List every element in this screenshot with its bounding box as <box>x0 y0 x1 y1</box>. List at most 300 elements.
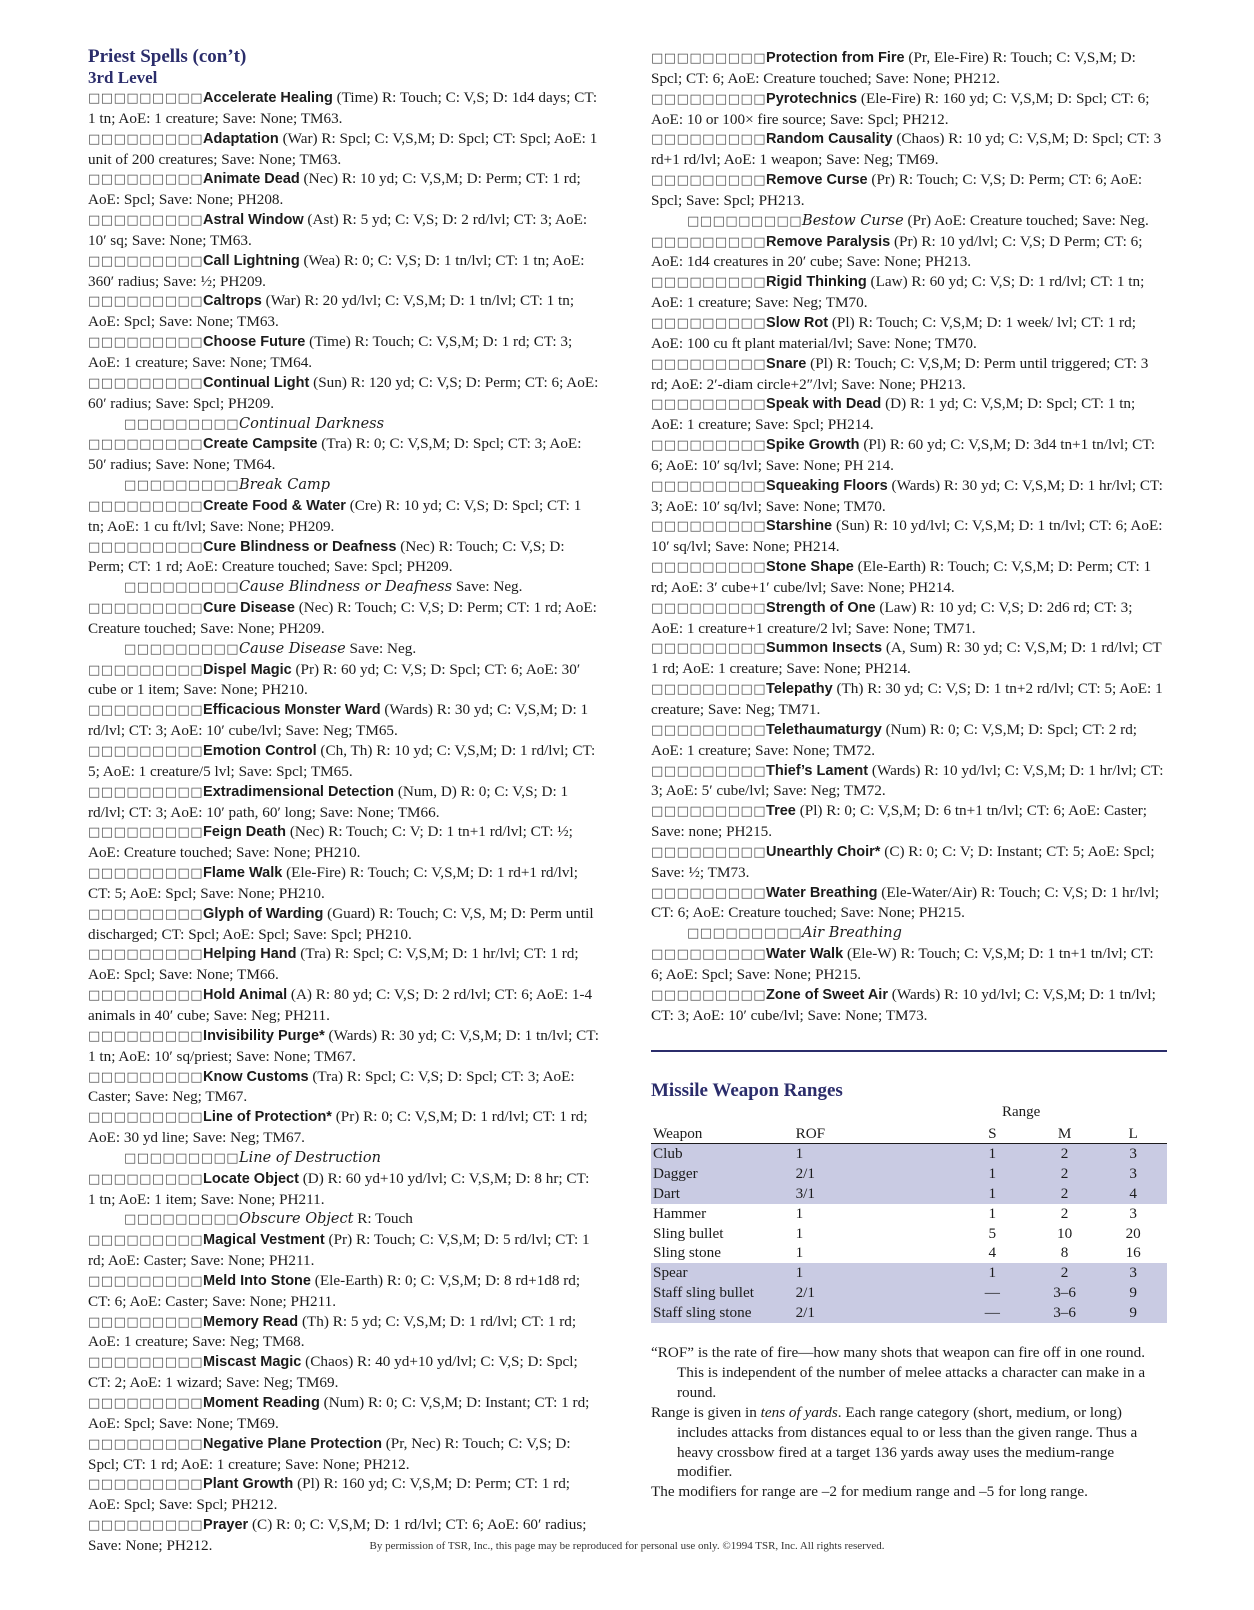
checkbox-row: □□□□□□□□□ <box>651 275 767 291</box>
range-notes <box>651 1343 1171 1502</box>
medium-range-cell: 3–6 <box>1030 1303 1099 1323</box>
spell-name: Tree <box>766 803 796 820</box>
spell-name: Line of Protection* <box>203 1109 332 1126</box>
spell-details: (Pl) R: 160 yd; C: V,S,M; D: Perm; CT: 1 rd; AoE: Spcl; Save: Spcl; PH212. <box>88 1475 571 1514</box>
checkbox-row: □□□□□□□□□ <box>88 1069 204 1085</box>
spell-name: Know Customs <box>203 1068 309 1085</box>
spell-entry <box>651 354 1166 395</box>
checkbox-row: □□□□□□□□□ <box>651 173 767 189</box>
spell-name: Moment Reading <box>203 1395 320 1411</box>
spell-details: (Law) R: 60 yd; C: V,S; D: 1 rd/lvl; CT: 1 tn; AoE: 1 creature; Save: Neg; TM70. <box>651 273 1145 312</box>
checkbox-row: □□□□□□□□□ <box>651 641 767 657</box>
spell-name: Rigid Thinking <box>766 274 867 291</box>
spell-entry <box>88 700 600 741</box>
reverse-spell-name: Line of Destruction <box>239 1149 381 1166</box>
note-modifiers: The modifiers for range are –2 for medium range and –5 for long range. <box>651 1483 1088 1501</box>
section-heading: 3rd Level <box>88 68 158 87</box>
spell-entry <box>651 48 1166 89</box>
spell-details: (Ast) R: 5 yd; C: V,S; D: 2 rd/lvl; CT: 3; AoE: 10′ sq; Save: None; TM63. <box>88 211 588 249</box>
spell-entry <box>88 1067 600 1108</box>
spell-details: (Pr, Ele-Fire) R: Touch; C: V,S,M; D: Spcl; CT: 6; AoE: Creature touched; Save: None; PH212. <box>651 49 1136 87</box>
spell-entry <box>651 232 1166 273</box>
table-row <box>651 1184 1167 1204</box>
spell-details: (Cre) R: 10 yd; C: V,S; D: Spcl; CT: 1 tn; AoE: 1 cu ft/lvl; Save: None; PH209. <box>88 496 582 535</box>
spell-details: (Time) R: Touch; C: V,S; D: 1d4 days; CT: 1 tn; AoE: 1 creature; Save: None; TM63. <box>88 89 598 127</box>
reverse-spell-entry <box>88 475 600 496</box>
spell-entry <box>88 1352 600 1393</box>
spell-name: Pyrotechnics <box>766 90 858 107</box>
spell-entry <box>651 761 1166 802</box>
rof-cell: 2/1 <box>796 1164 955 1184</box>
spell-entry <box>88 291 600 332</box>
spell-entry <box>651 801 1166 842</box>
spell-details: (Chaos) R: 10 yd; C: V,S,M; D: Spcl; CT: 3 rd+1 rd/lvl; AoE: 1 weapon; Save: Neg; TM69. <box>651 130 1162 169</box>
spell-entry <box>651 557 1166 598</box>
reverse-spell-entry <box>651 211 1166 232</box>
checkbox-row: □□□□□□□□□ <box>651 91 767 107</box>
checkbox-row: □□□□□□□□□ <box>88 906 204 922</box>
spell-entry <box>651 944 1166 985</box>
spell-name: Dispel Magic <box>203 661 292 678</box>
checkbox-row: □□□□□□□□□ <box>88 539 204 555</box>
medium-range-cell: 2 <box>1030 1184 1099 1204</box>
spell-details: (Ele-Water/Air) R: Touch; C: V,S; D: 1 hr/lvl; CT: 6; AoE: Creature touched; Save: None; PH215. <box>651 883 1160 922</box>
spell-details: (Wards) R: 30 yd; C: V,S,M; D: 1 tn/lvl; CT: 1 tn; AoE: 10′ sq/priest; Save: None; TM67. <box>88 1026 599 1065</box>
spell-name: Choose Future <box>203 334 306 351</box>
table-row <box>651 1243 1167 1263</box>
spell-name: Slow Rot <box>766 314 829 331</box>
short-range-cell: — <box>955 1303 1030 1323</box>
checkbox-row: □□□□□□□□□ <box>124 1150 240 1166</box>
medium-range-cell: 2 <box>1030 1263 1099 1283</box>
spell-name: Spike Growth <box>766 437 860 454</box>
rof-cell: 1 <box>796 1263 955 1283</box>
spell-details: (Pr) R: 60 yd; C: V,S; D: Spcl; CT: 6; AoE: 30′ cube or 1 item; Save: None; PH210. <box>88 660 581 699</box>
spell-details: (Law) R: 10 yd; C: V,S; D: 2d6 rd; CT: 3; AoE: 1 creature+1 creature/2 lvl; Save: None; TM71. <box>651 598 1133 637</box>
checkbox-row: □□□□□□□□□ <box>88 172 204 188</box>
checkbox-row: □□□□□□□□□ <box>88 1110 204 1126</box>
spell-details: (Guard) R: Touch; C: V,S, M; D: Perm until discharged; CT: Spcl; AoE: Spcl; Save: Spcl; PH210. <box>88 904 594 943</box>
spell-entry <box>88 660 600 701</box>
spell-entry <box>88 1169 600 1210</box>
weapon-cell: Sling bullet <box>653 1224 724 1242</box>
spell-details: (Wea) R: 0; C: V,S; D: 1 tn/lvl; CT: 1 tn; AoE: 360′ radius; Save: ½; PH209. <box>88 251 585 290</box>
checkbox-row: □□□□□□□□□ <box>88 253 204 269</box>
spell-entry <box>651 272 1166 313</box>
note-rof: “ROF” is the rate of fire—how many shots that weapon can fire off in one round. This is independent of the number of melee attacks a character can make in a round. <box>651 1344 1146 1401</box>
spell-entry <box>88 944 600 985</box>
table-row <box>651 1224 1167 1244</box>
spell-name: Extradimensional Detection <box>203 783 395 800</box>
checkbox-row: □□□□□□□□□ <box>88 866 204 882</box>
spell-details: (Num) R: 0; C: V,S,M; D: Spcl; CT: 2 rd; AoE: 1 creature; Save: None; TM72. <box>651 720 1138 759</box>
spell-name: Snare <box>766 355 807 372</box>
spell-details: (Ele-Fire) R: 160 yd; C: V,S,M; D: Spcl; CT: 6; AoE: 10 or 100× fire source; Save: Spcl; PH212. <box>651 89 1150 128</box>
short-range-cell: 1 <box>955 1184 1030 1204</box>
checkbox-row: □□□□□□□□□ <box>651 722 767 738</box>
spell-details: (Sun) R: 10 yd/lvl; C: V,S,M; D: 1 tn/lvl; CT: 6; AoE: 10′ sq/lvl; Save: None; PH214. <box>651 517 1163 556</box>
spell-details: (Ele-Earth) R: Touch; C: V,S,M; D: Perm; CT: 1 rd; AoE: 3′ cube+1′ cube/lvl; Save: None; PH214. <box>651 558 1152 596</box>
spell-details: (C) R: 0; C: V,S,M; D: 1 rd/lvl; CT: 6; AoE: 60′ radius; Save: None; PH212. <box>88 1516 587 1554</box>
spell-entry <box>88 1434 600 1475</box>
missile-weapon-table <box>651 1124 1167 1323</box>
range-column-group-label: Range <box>1002 1104 1041 1120</box>
checkbox-row: □□□□□□□□□ <box>88 437 204 453</box>
spell-name: Unearthly Choir* <box>766 843 881 860</box>
spell-list-right <box>651 48 1166 1026</box>
spell-details: (D) R: 60 yd+10 yd/lvl; C: V,S,M; D: 8 hr; CT: 1 tn; AoE: 1 item; Save: None; PH211. <box>88 1169 590 1208</box>
checkbox-row: □□□□□□□□□ <box>88 1314 204 1330</box>
reverse-spell-entry <box>651 923 1166 944</box>
spell-name: Astral Window <box>203 212 304 229</box>
reverse-spell-entry <box>88 414 600 435</box>
spell-details: (Pl) R: Touch; C: V,S,M; D: Perm until triggered; CT: 3 rd; AoE: 2′-diam circle+2″/lvl; Save: None; PH213. <box>651 354 1149 393</box>
checkbox-row: □□□□□□□□□ <box>88 1477 204 1493</box>
spell-entry <box>88 1393 600 1434</box>
checkbox-row: □□□□□□□□□ <box>651 560 767 576</box>
checkbox-row: □□□□□□□□□ <box>88 1028 204 1044</box>
spell-entry <box>651 170 1166 211</box>
reverse-spell-name: Break Camp <box>239 477 331 494</box>
spell-entry <box>88 537 600 578</box>
reverse-spell-entry <box>88 639 600 660</box>
spell-entry <box>88 1026 600 1067</box>
spell-entry <box>88 373 600 414</box>
reverse-spell-name: Bestow Curse <box>802 212 904 229</box>
rof-cell: 1 <box>795 1244 804 1262</box>
checkbox-row: □□□□□□□□□ <box>88 1233 204 1249</box>
reverse-spell-name: Cause Disease <box>239 640 346 657</box>
checkbox-row: □□□□□□□□□ <box>687 926 803 942</box>
page-title: Priest Spells (con’t) <box>88 46 247 67</box>
short-range-cell: 1 <box>988 1204 997 1222</box>
spell-name: Telethaumaturgy <box>766 721 882 738</box>
spell-details: (Chaos) R: 40 yd+10 yd/lvl; C: V,S; D: Spcl; CT: 2; AoE: 1 wizard; Save: Neg; TM69. <box>88 1353 578 1392</box>
spell-entry <box>88 598 600 639</box>
spell-name: Cure Disease <box>203 600 295 617</box>
medium-range-cell: 8 <box>1060 1244 1069 1262</box>
table-row <box>651 1144 1167 1164</box>
checkbox-row: □□□□□□□□□ <box>651 844 767 860</box>
spell-entry <box>88 332 600 373</box>
spell-name: Summon Insects <box>766 640 883 657</box>
checkbox-row: □□□□□□□□□ <box>88 294 204 310</box>
checkbox-row: □□□□□□□□□ <box>88 131 204 147</box>
spell-entry <box>651 435 1166 476</box>
long-range-cell: 9 <box>1099 1283 1167 1303</box>
table-row <box>651 1303 1167 1323</box>
spell-name: Efficacious Monster Ward <box>203 702 381 719</box>
rof-cell: 1 <box>795 1204 804 1222</box>
checkbox-row: □□□□□□□□□ <box>88 825 204 841</box>
checkbox-row: □□□□□□□□□ <box>651 987 767 1003</box>
checkbox-row: □□□□□□□□□ <box>88 601 204 617</box>
spell-entry <box>651 476 1166 517</box>
spell-entry <box>88 129 600 170</box>
header-rof: ROF <box>796 1124 955 1144</box>
checkbox-row: □□□□□□□□□ <box>651 804 767 820</box>
spell-name: Accelerate Healing <box>203 90 333 106</box>
spell-details: (Pr) R: Touch; C: V,S; D: Perm; CT: 6; AoE: Spcl; Save: Spcl; PH213. <box>651 171 1143 209</box>
checkbox-row: □□□□□□□□□ <box>88 375 204 391</box>
weapon-cell: Dagger <box>651 1164 796 1184</box>
spell-entry <box>88 822 600 863</box>
spell-name: Helping Hand <box>203 946 297 963</box>
checkbox-row: □□□□□□□□□ <box>651 356 767 372</box>
checkbox-row: □□□□□□□□□ <box>88 1171 204 1187</box>
spell-name: Animate Dead <box>203 171 300 188</box>
spell-list-left <box>88 88 600 1556</box>
checkbox-row: □□□□□□□□□ <box>88 1355 204 1371</box>
weapon-cell: Staff sling stone <box>651 1303 796 1323</box>
short-range-cell: 5 <box>988 1224 997 1242</box>
spell-name: Create Food & Water <box>203 497 346 514</box>
spell-entry <box>88 1107 600 1148</box>
spell-details: (Pl) R: Touch; C: V,S,M; D: 1 week/ lvl; CT: 1 rd; AoE: 100 cu ft plant material/lvl; Save: None; TM70. <box>651 313 1136 352</box>
rof-cell: 3/1 <box>796 1184 955 1204</box>
spell-name: Invisibility Purge* <box>203 1027 325 1044</box>
left-column <box>88 46 600 1556</box>
spell-details: (Sun) R: 120 yd; C: V,S; D: Perm; CT: 6; AoE: 60′ radius; Save: Spcl; PH209. <box>88 373 599 412</box>
medium-range-cell: 2 <box>1030 1144 1099 1164</box>
short-range-cell: 4 <box>988 1244 997 1262</box>
checkbox-row: □□□□□□□□□ <box>88 335 204 351</box>
short-range-cell: — <box>955 1283 1030 1303</box>
spell-entry <box>88 1474 600 1515</box>
spell-entry <box>88 741 600 782</box>
spell-details: (A, Sum) R: 30 yd; C: V,S,M; D: 1 rd/lvl; CT 1 rd; AoE: 1 creature; Save: None; PH214. <box>651 639 1162 678</box>
checkbox-row: □□□□□□□□□ <box>651 885 767 901</box>
spell-entry <box>651 679 1166 720</box>
table-body <box>651 1144 1167 1324</box>
spell-details: (Th) R: 5 yd; C: V,S,M; D: 1 rd/lvl; CT: 1 rd; AoE: 1 creature; Save: Neg; TM68. <box>88 1312 577 1351</box>
checkbox-row: □□□□□□□□□ <box>88 703 204 719</box>
spell-name: Thief’s Lament <box>766 762 869 779</box>
checkbox-row: □□□□□□□□□ <box>88 988 204 1004</box>
section-divider <box>651 1050 1167 1052</box>
copyright-footer: By permission of TSR, Inc., this page may be reproduced for personal use only. ©1994 TSR, Inc. All rights reserved. <box>369 1540 885 1552</box>
checkbox-row: □□□□□□□□□ <box>124 478 240 494</box>
reverse-spell-entry <box>88 1148 600 1169</box>
spell-name: Zone of Sweet Air <box>766 986 888 1003</box>
spell-name: Memory Read <box>203 1313 299 1330</box>
checkbox-row: □□□□□□□□□ <box>651 478 767 494</box>
long-range-cell: 3 <box>1099 1263 1167 1283</box>
checkbox-row: □□□□□□□□□ <box>88 1436 204 1452</box>
spell-entry <box>88 1312 600 1353</box>
checkbox-row: □□□□□□□□□ <box>124 1212 240 1228</box>
spell-details: (Num, D) R: 0; C: V,S; D: 1 rd/lvl; CT: 3; AoE: 10′ path, 60′ long; Save: None; TM66. <box>88 782 569 821</box>
medium-range-cell: 10 <box>1056 1224 1073 1242</box>
spell-details: (Ele-Earth) R: 0; C: V,S,M; D: 8 rd+1d8 rd; CT: 6; AoE: Caster; Save: None; PH211. <box>88 1271 581 1310</box>
spell-name: Miscast Magic <box>203 1354 302 1371</box>
spell-name: Meld Into Stone <box>203 1272 311 1289</box>
checkbox-row: □□□□□□□□□ <box>88 1518 204 1534</box>
spell-details: (Nec) R: 10 yd; C: V,S,M; D: Perm; CT: 1 rd; AoE: Spcl; Save: None; PH208. <box>88 170 581 209</box>
spell-name: Telepathy <box>766 681 833 698</box>
spell-entry <box>88 863 600 904</box>
table-row <box>651 1164 1167 1184</box>
checkbox-row: □□□□□□□□□ <box>88 498 204 514</box>
long-range-cell: 16 <box>1125 1244 1141 1262</box>
checkbox-row: □□□□□□□□□ <box>88 662 204 678</box>
missile-table-title: Missile Weapon Ranges <box>651 1080 843 1101</box>
spell-entry <box>651 89 1166 130</box>
table-row <box>651 1204 1167 1224</box>
right-column <box>651 48 1166 1026</box>
spell-entry <box>651 720 1166 761</box>
checkbox-row: □□□□□□□□□ <box>88 91 204 106</box>
spell-details: (Pr) R: 10 yd/lvl; C: V,S; D Perm; CT: 6; AoE: 1d4 creatures in 20′ cube; Save: None; PH213. <box>651 232 1143 271</box>
spell-name: Stone Shape <box>766 559 854 576</box>
spell-name: Cure Blindness or Deafness <box>203 538 397 555</box>
long-range-cell: 3 <box>1099 1164 1167 1184</box>
header-medium: M <box>1030 1124 1099 1144</box>
reverse-spell-name: Continual Darkness <box>239 415 385 432</box>
table-row <box>651 1263 1167 1283</box>
spell-entry <box>651 842 1166 883</box>
spell-details: (Ele-Fire) R: Touch; C: V,S,M; D: 1 rd+1 rd/lvl; CT: 5; AoE: Spcl; Save: None; PH210. <box>88 864 578 902</box>
spell-details: (Time) R: Touch; C: V,S,M; D: 1 rd; CT: 3; AoE: 1 creature; Save: None; TM64. <box>88 333 573 371</box>
spell-details: (Nec) R: Touch; C: V; D: 1 tn+1 rd/lvl; CT: ½; AoE: Creature touched; Save: None; PH210. <box>88 823 573 862</box>
spell-details: (A) R: 80 yd; C: V,S; D: 2 rd/lvl; CT: 6; AoE: 1-4 animals in 40′ cube; Save: Neg; PH211. <box>88 986 593 1024</box>
checkbox-row: □□□□□□□□□ <box>651 438 767 454</box>
spell-details: (Nec) R: Touch; C: V,S; D: Perm; CT: 1 rd; AoE: Creature touched; Save: None; PH209. <box>88 599 597 637</box>
reverse-spell-name: Obscure Object <box>239 1211 354 1228</box>
weapon-cell: Spear <box>651 1263 796 1283</box>
checkbox-row: □□□□□□□□□ <box>651 600 767 616</box>
spell-entry <box>651 598 1166 639</box>
spell-entry <box>88 1230 600 1271</box>
rof-cell: 2/1 <box>796 1303 955 1323</box>
spell-details: (C) R: 0; C: V; D: Instant; CT: 5; AoE: Spcl; Save: ½; TM73. <box>651 842 1155 881</box>
checkbox-row: □□□□□□□□□ <box>88 1273 204 1289</box>
spell-name: Prayer <box>203 1517 249 1534</box>
spell-name: Call Lightning <box>203 252 300 269</box>
spell-details: (Pr) AoE: Creature touched; Save: Neg. <box>903 211 1149 229</box>
spell-name: Water Breathing <box>766 884 878 901</box>
spell-name: Starshine <box>766 518 833 535</box>
spell-details: (Wards) R: 30 yd; C: V,S,M; D: 1 hr/lvl; CT: 3; AoE: 10′ sq/lvl; Save: None; TM70. <box>651 476 1163 515</box>
spell-details: (Pl) R: 60 yd; C: V,S,M; D: 3d4 tn+1 tn/lvl; CT: 6; AoE: 10′ sq/lvl; Save: None; PH 214. <box>651 436 1155 474</box>
reverse-spell-name: Cause Blindness or Deafness <box>239 579 453 596</box>
spell-details: (D) R: 1 yd; C: V,S,M; D: Spcl; CT: 1 tn; AoE: 1 creature; Save: Spcl; PH214. <box>651 395 1136 434</box>
spell-name: Random Causality <box>766 131 893 148</box>
spell-details: Save: Neg. <box>345 639 417 657</box>
spell-name: Emotion Control <box>203 743 317 759</box>
weapon-cell: Staff sling bullet <box>651 1283 796 1303</box>
spell-details: (Num) R: 0; C: V,S,M; D: Instant; CT: 1 rd; AoE: Spcl; Save: None; TM69. <box>88 1394 590 1432</box>
spell-details: Save: Neg. <box>452 578 523 596</box>
spell-details: (Th) R: 30 yd; C: V,S; D: 1 tn+2 rd/lvl; CT: 5; AoE: 1 creature; Save: Neg; TM71. <box>651 680 1163 718</box>
medium-range-cell: 3–6 <box>1030 1283 1099 1303</box>
spell-entry <box>651 129 1166 170</box>
checkbox-row: □□□□□□□□□ <box>88 744 204 759</box>
reverse-spell-entry <box>88 577 600 598</box>
spell-entry <box>88 782 600 823</box>
weapon-cell: Dart <box>651 1184 796 1204</box>
weapon-cell: Hammer <box>653 1204 707 1222</box>
checkbox-row: □□□□□□□□□ <box>651 519 767 535</box>
spell-entry <box>88 210 600 251</box>
checkbox-row: □□□□□□□□□ <box>88 947 204 963</box>
short-range-cell: 1 <box>955 1164 1030 1184</box>
spell-name: Create Campsite <box>203 436 318 453</box>
spell-entry <box>651 313 1166 354</box>
spell-details: (Tra) R: 0; C: V,S,M; D: Spcl; CT: 3; AoE: 50′ radius; Save: None; TM64. <box>88 435 582 474</box>
checkbox-row: □□□□□□□□□ <box>651 947 767 963</box>
spell-entry <box>88 985 600 1026</box>
checkbox-row: □□□□□□□□□ <box>124 641 240 657</box>
spell-details: (Wards) R: 10 yd/lvl; C: V,S,M; D: 1 tn/lvl; CT: 3; AoE: 10′ cube/lvl; Save: None; TM73. <box>651 985 1156 1024</box>
spell-details: (Pl) R: 0; C: V,S,M; D: 6 tn+1 tn/lvl; CT: 6; AoE: Caster; Save: none; PH215. <box>651 802 1148 841</box>
long-range-cell: 20 <box>1125 1224 1141 1242</box>
spell-name: Remove Curse <box>766 172 868 189</box>
long-range-cell: 9 <box>1099 1303 1167 1323</box>
spell-entry <box>651 883 1166 924</box>
spell-details: (Tra) R: Spcl; C: V,S; D: Spcl; CT: 3; AoE: Caster; Save: Neg; TM67. <box>88 1067 575 1106</box>
spell-name: Locate Object <box>203 1170 299 1187</box>
note-range: Range is given in tens of yards. Each range category (short, medium, or long) includes attacks from distances equal to or less than the given range. Thus a heavy crossbow fired at a target 136 yards away uses the medium-range modifier. <box>651 1403 1138 1481</box>
checkbox-row: □□□□□□□□□ <box>687 213 803 229</box>
long-range-cell: 4 <box>1099 1184 1167 1204</box>
spell-details: (Pr) R: Touch; C: V,S,M; D: 5 rd/lvl; CT: 1 rd; AoE: Caster; Save: None; PH211. <box>88 1231 590 1270</box>
spell-details: R: Touch <box>353 1210 413 1228</box>
medium-range-cell: 2 <box>1030 1164 1099 1184</box>
short-range-cell: 1 <box>955 1263 1030 1283</box>
spell-details: (Wards) R: 30 yd; C: V,S,M; D: 1 rd/lvl; CT: 3; AoE: 10′ cube/lvl; Save: Neg; TM65. <box>88 701 589 740</box>
checkbox-row: □□□□□□□□□ <box>124 416 240 432</box>
checkbox-row: □□□□□□□□□ <box>651 682 767 698</box>
weapon-cell: Club <box>651 1144 796 1164</box>
spell-entry <box>88 434 600 475</box>
spell-name: Hold Animal <box>203 987 288 1004</box>
spell-entry <box>88 1271 600 1312</box>
spell-name: Magical Vestment <box>203 1232 325 1249</box>
checkbox-row: □□□□□□□□□ <box>88 784 204 800</box>
spell-name: Strength of One <box>766 599 876 616</box>
spell-name: Flame Walk <box>203 865 283 882</box>
spell-details: (Ele-W) R: Touch; C: V,S,M; D: 1 tn+1 tn/lvl; CT: 6; AoE: Spcl; Save: None; PH215. <box>651 945 1154 983</box>
checkbox-row: □□□□□□□□□ <box>651 763 767 779</box>
spell-name: Speak with Dead <box>766 396 882 413</box>
spell-entry <box>651 638 1166 679</box>
spell-details: (War) R: Spcl; C: V,S,M; D: Spcl; CT: Spcl; AoE: 1 unit of 200 creatures; Save: None; TM63. <box>88 129 598 168</box>
spell-name: Squeaking Floors <box>766 477 888 494</box>
reverse-spell-entry <box>88 1209 600 1230</box>
spell-details: (Tra) R: Spcl; C: V,S,M; D: 1 hr/lvl; CT: 1 rd; AoE: Spcl; Save: None; TM66. <box>88 945 579 984</box>
checkbox-row: □□□□□□□□□ <box>124 580 240 596</box>
spell-details: (Nec) R: Touch; C: V,S; D: Perm; CT: 1 rd; AoE: Creature touched; Save: Spcl; PH209. <box>88 537 565 576</box>
rof-cell: 1 <box>795 1224 804 1242</box>
table-header-row <box>651 1124 1167 1144</box>
header-short: S <box>955 1124 1030 1144</box>
spell-name: Protection from Fire <box>766 50 905 66</box>
spell-details: (Wards) R: 10 yd/lvl; C: V,S,M; D: 1 hr/lvl; CT: 3; AoE: 5′ cube/lvl; Save: Neg; TM72. <box>651 761 1164 800</box>
spell-entry <box>88 88 600 129</box>
rof-cell: 1 <box>796 1144 955 1164</box>
spell-entry <box>651 394 1166 435</box>
spell-entry <box>651 985 1166 1026</box>
spell-entry <box>88 496 600 537</box>
medium-range-cell: 2 <box>1060 1204 1069 1222</box>
spell-entry <box>88 251 600 292</box>
spell-details: (War) R: 20 yd/lvl; C: V,S,M; D: 1 tn/lvl; CT: 1 tn; AoE: Spcl; Save: None; TM63. <box>88 292 575 331</box>
spell-entry <box>88 169 600 210</box>
header-weapon: Weapon <box>651 1124 796 1144</box>
checkbox-row: □□□□□□□□□ <box>88 213 204 229</box>
header-long: L <box>1099 1124 1167 1144</box>
